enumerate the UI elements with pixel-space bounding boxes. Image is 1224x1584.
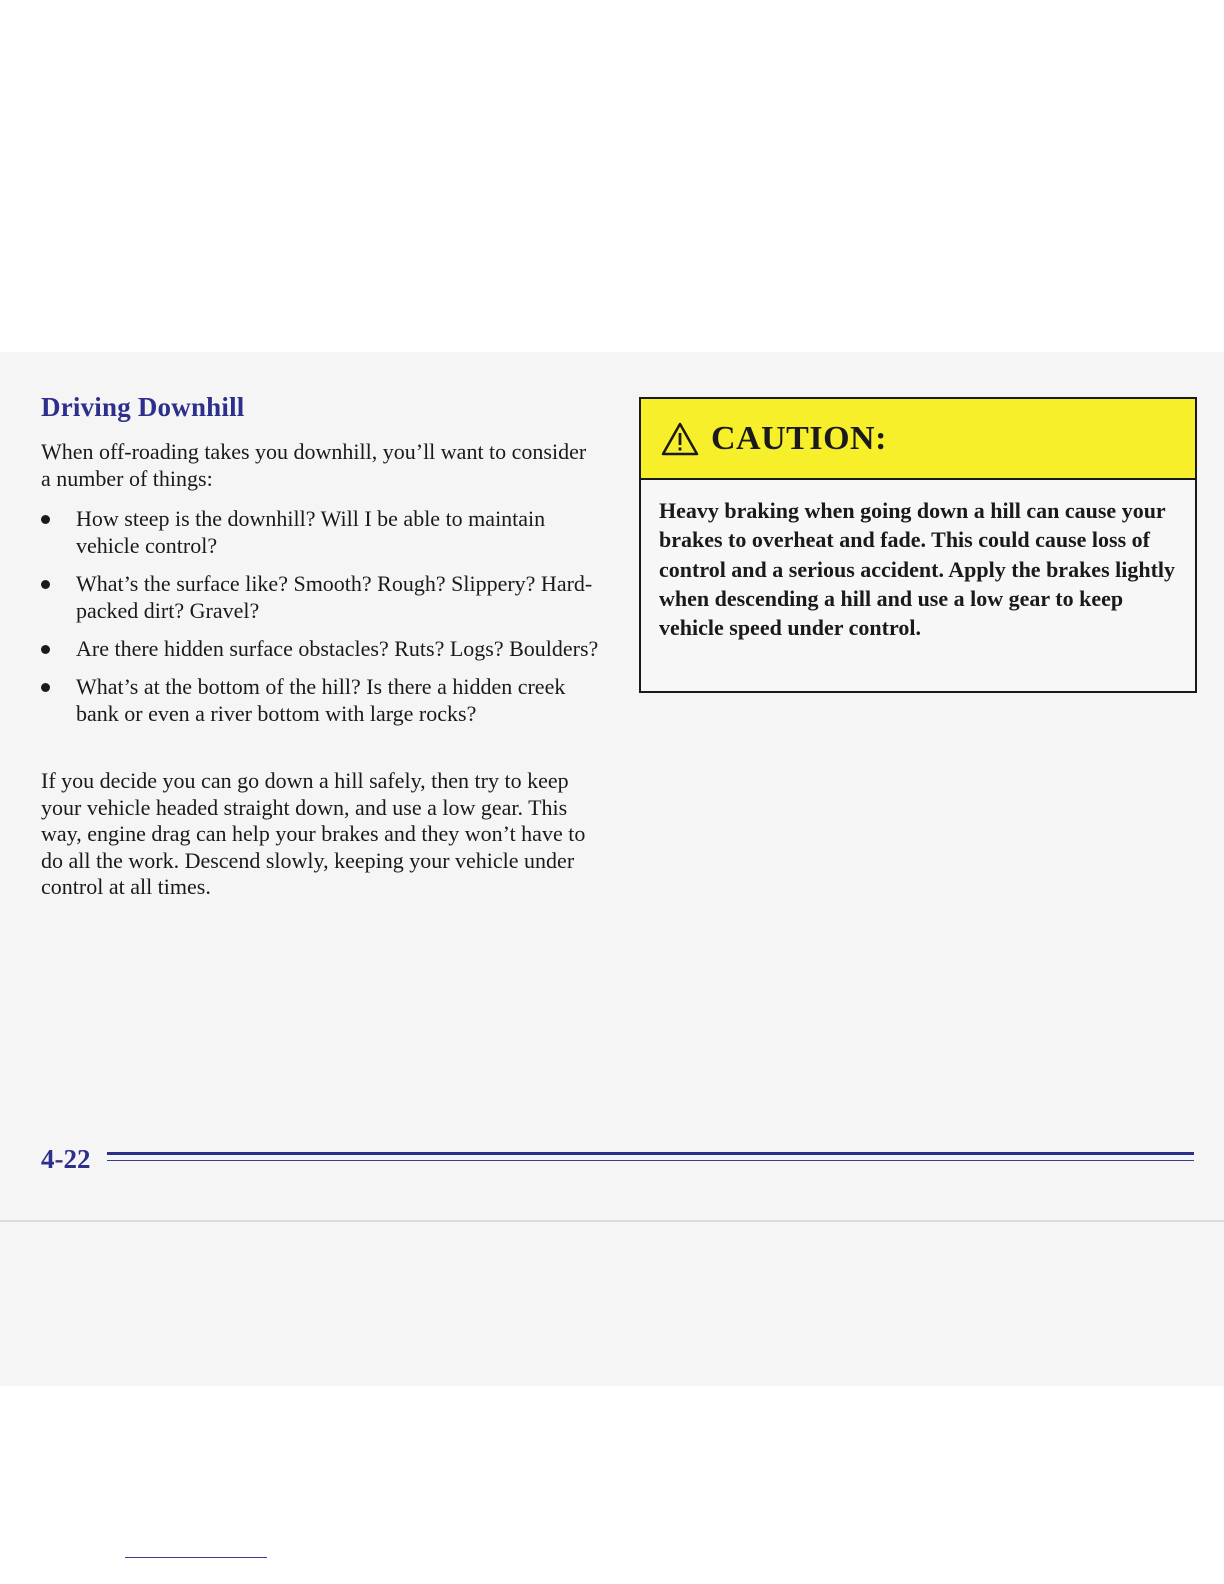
page-number: 4-22 xyxy=(41,1144,91,1174)
footer-rule-thin xyxy=(107,1160,1194,1161)
bullet-icon xyxy=(41,515,50,524)
section-heading: Driving Downhill xyxy=(41,392,245,422)
considerations-list xyxy=(41,505,611,738)
list-item xyxy=(41,673,611,727)
divider xyxy=(125,1557,267,1558)
list-item xyxy=(41,505,611,559)
footer-rule-thick xyxy=(107,1152,1194,1155)
caution-title: CAUTION: xyxy=(711,419,887,457)
closing-paragraph: If you decide you can go down a hill safely, then try to keep your vehicle headed straight down, and use a low gear. This way, engine drag can help your brakes and they won’t have to do all the work. Descend slowly, keeping your vehicle under control at all times. xyxy=(41,768,586,899)
list-item-text: How steep is the downhill? Will I be able to maintain vehicle control? xyxy=(76,506,546,558)
bullet-icon xyxy=(41,580,50,589)
list-item-text: What’s the surface like? Smooth? Rough? Slippery? Hard-packed dirt? Gravel? xyxy=(76,571,593,623)
bullet-icon xyxy=(41,645,50,654)
caution-header xyxy=(641,399,1195,480)
divider xyxy=(0,1220,1224,1222)
list-item-text: Are there hidden surface obstacles? Ruts? Logs? Boulders? xyxy=(76,636,599,661)
list-item xyxy=(41,570,611,624)
list-item-text: What’s at the bottom of the hill? Is there a hidden creek bank or even a river bottom with large rocks? xyxy=(76,674,566,726)
list-item xyxy=(41,635,611,662)
warning-triangle-icon xyxy=(661,422,699,456)
footer-rule xyxy=(107,1152,1194,1164)
bullet-icon xyxy=(41,683,50,692)
intro-paragraph: When off-roading takes you downhill, you’ll want to consider a number of things: xyxy=(41,439,587,491)
caution-box xyxy=(639,397,1197,693)
caution-text: Heavy braking when going down a hill can cause your brakes to overheat and fade. This could cause loss of control and a serious accident. Apply the brakes lightly when descending a hill and use a low gear to keep vehicle speed under control. xyxy=(659,498,1176,641)
